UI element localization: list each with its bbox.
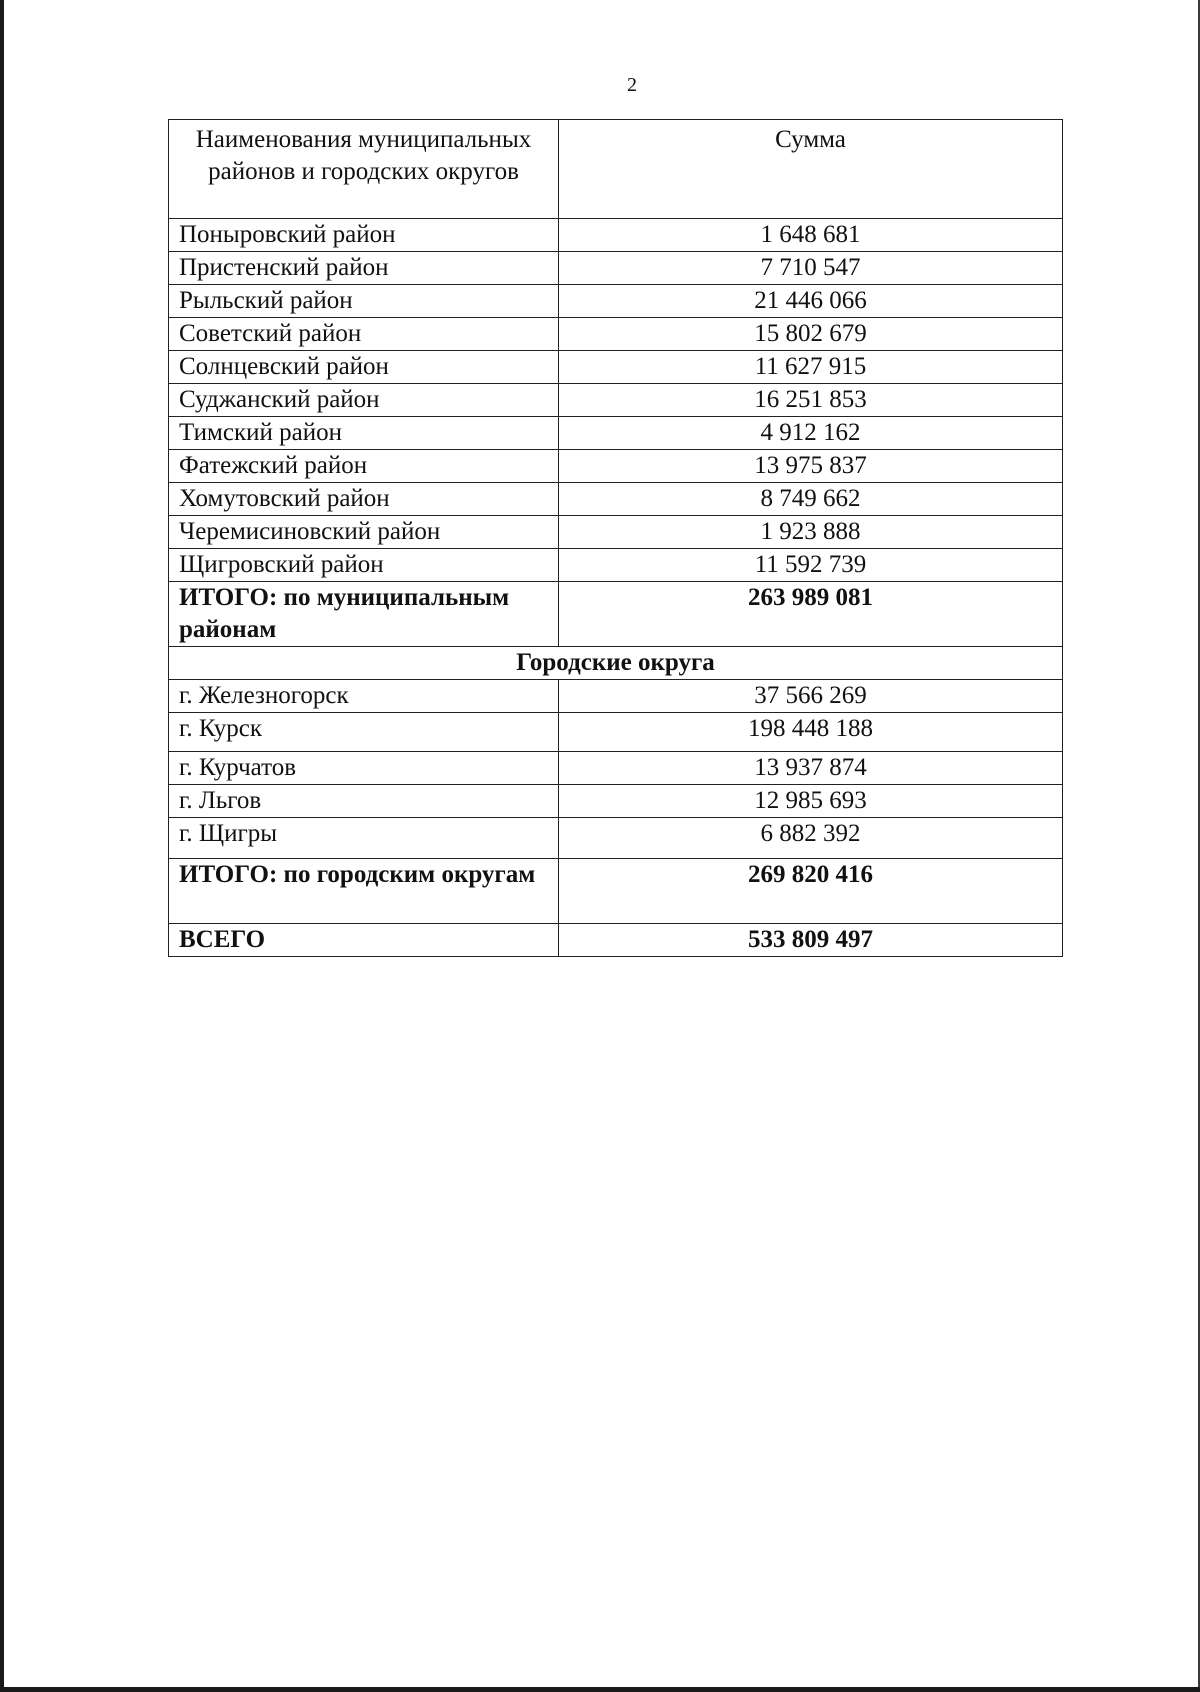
- table-row: [169, 252, 1063, 285]
- cities-total-row: [169, 859, 1063, 924]
- district-name: Пристенский район: [169, 252, 559, 285]
- district-sum: 1 923 888: [559, 516, 1063, 549]
- district-sum: 4 912 162: [559, 417, 1063, 450]
- table-row: [169, 680, 1063, 713]
- table-header-row: [169, 120, 1063, 219]
- district-sum: 16 251 853: [559, 384, 1063, 417]
- city-sum: 37 566 269: [559, 680, 1063, 713]
- scan-edge-bottom: [0, 1687, 1200, 1692]
- city-sum: 13 937 874: [559, 752, 1063, 785]
- city-name: г. Льгов: [169, 785, 559, 818]
- city-sum: 12 985 693: [559, 785, 1063, 818]
- city-name: г. Курск: [169, 713, 559, 752]
- district-sum: 1 648 681: [559, 219, 1063, 252]
- table-row: [169, 549, 1063, 582]
- table-row: [169, 384, 1063, 417]
- page-number: 2: [627, 74, 637, 96]
- table-row: [169, 483, 1063, 516]
- grand-total-row: [169, 924, 1063, 957]
- table-row: [169, 752, 1063, 785]
- district-name: Фатежский район: [169, 450, 559, 483]
- district-sum: 7 710 547: [559, 252, 1063, 285]
- cities-total-sum: 269 820 416: [559, 859, 1063, 924]
- district-sum: 21 446 066: [559, 285, 1063, 318]
- districts-total-sum: 263 989 081: [559, 582, 1063, 647]
- grand-total-label: ВСЕГО: [169, 924, 559, 957]
- district-name: Тимский район: [169, 417, 559, 450]
- scan-edge-left: [0, 0, 4, 1692]
- header-sum: Сумма: [559, 120, 1063, 219]
- district-sum: 15 802 679: [559, 318, 1063, 351]
- city-sum: 6 882 392: [559, 818, 1063, 859]
- district-name: Суджанский район: [169, 384, 559, 417]
- district-sum: 13 975 837: [559, 450, 1063, 483]
- table-row: [169, 785, 1063, 818]
- grand-total-sum: 533 809 497: [559, 924, 1063, 957]
- district-sum: 8 749 662: [559, 483, 1063, 516]
- table-row: [169, 516, 1063, 549]
- city-section-title: Городские округа: [169, 647, 1063, 680]
- table-row: [169, 318, 1063, 351]
- district-name: Щигровский район: [169, 549, 559, 582]
- district-name: Солнцевский район: [169, 351, 559, 384]
- table-row: [169, 818, 1063, 859]
- districts-total-label: ИТОГО: по муниципальным районам: [169, 582, 559, 647]
- district-name: Черемисиновский район: [169, 516, 559, 549]
- city-sum: 198 448 188: [559, 713, 1063, 752]
- district-name: Поныровский район: [169, 219, 559, 252]
- table-row: [169, 713, 1063, 752]
- city-name: г. Железногорск: [169, 680, 559, 713]
- city-name: г. Щигры: [169, 818, 559, 859]
- header-name: Наименования муниципальных районов и городских округов: [169, 120, 559, 219]
- table-body: [169, 219, 1063, 957]
- table-row: [169, 351, 1063, 384]
- table-row: [169, 417, 1063, 450]
- sums-table: [168, 119, 1063, 957]
- districts-total-row: [169, 582, 1063, 647]
- district-name: Советский район: [169, 318, 559, 351]
- table-row: [169, 219, 1063, 252]
- city-name: г. Курчатов: [169, 752, 559, 785]
- district-sum: 11 592 739: [559, 549, 1063, 582]
- table-row: [169, 450, 1063, 483]
- cities-total-label: ИТОГО: по городским округам: [169, 859, 559, 924]
- city-section-row: [169, 647, 1063, 680]
- district-sum: 11 627 915: [559, 351, 1063, 384]
- district-name: Хомутовский район: [169, 483, 559, 516]
- district-name: Рыльский район: [169, 285, 559, 318]
- table-row: [169, 285, 1063, 318]
